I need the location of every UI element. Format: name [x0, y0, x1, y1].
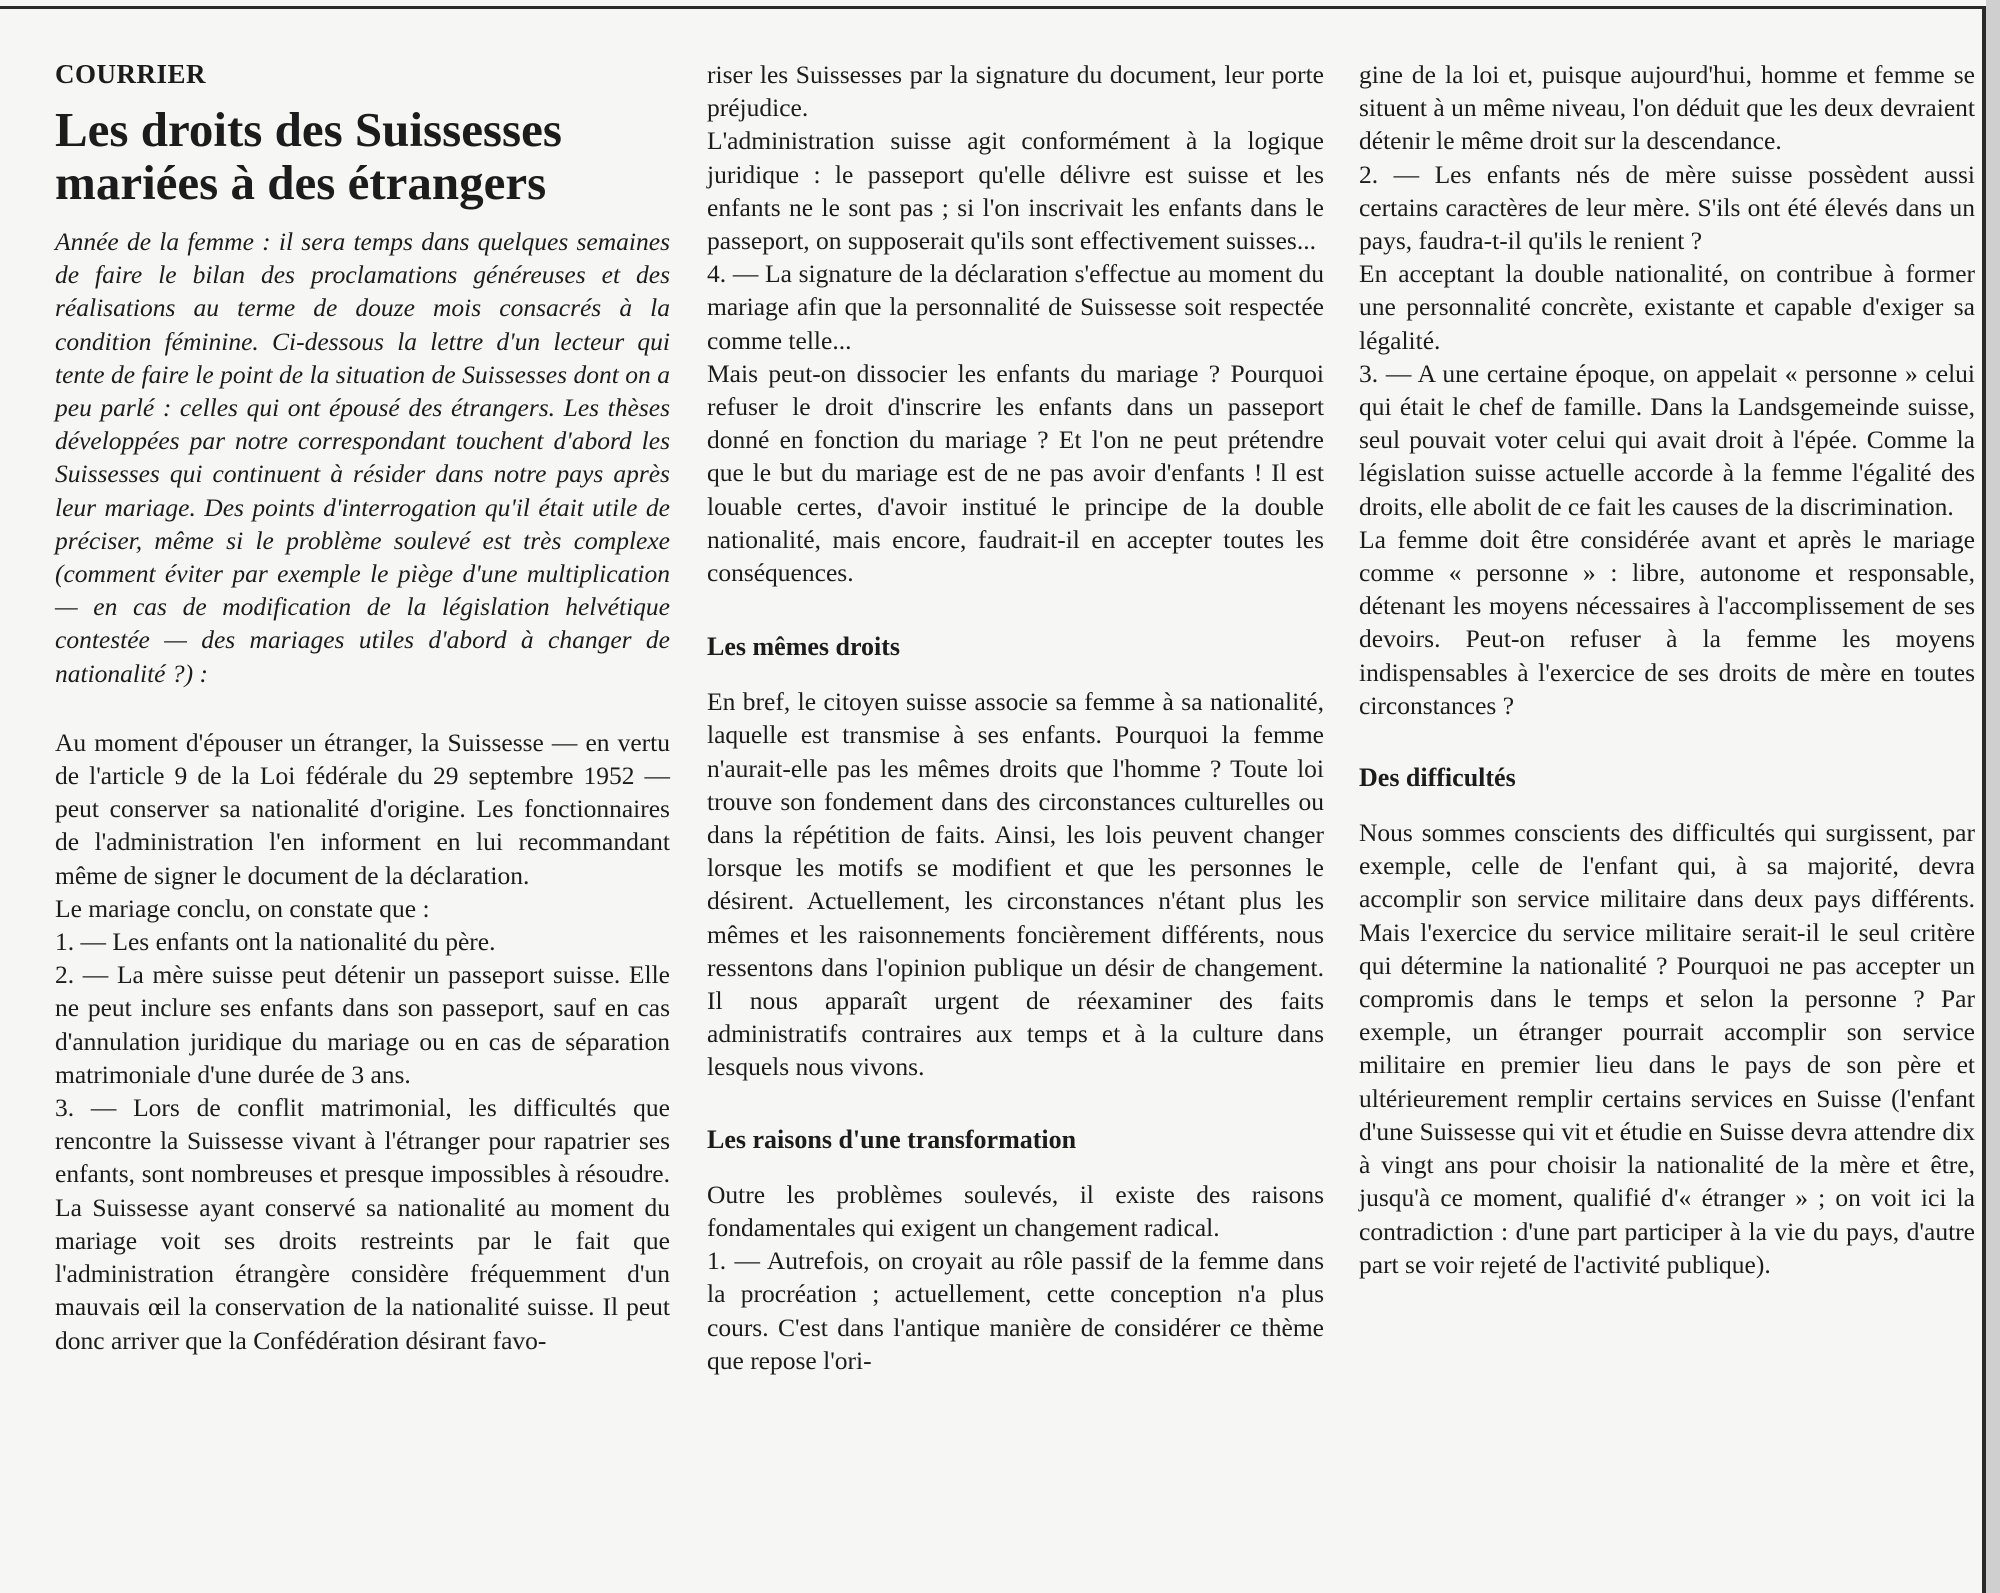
- lead-paragraph: Année de la femme : il sera temps dans quelques semaines de faire le bilan des proclamations généreuses et des réalisations au terme de douze mois consacrés à la condition féminine. Ci-dessous la lettre d'un lecteur qui tente de faire le point de la situation de Suissesses dont on a peu parlé : celles qui ont épousé des étrangers. Les thèses développées par notre correspondant touchent d'abord les Suissesses qui continuent à résider dans notre pays après leur mariage. Des points d'interrogation qu'il était utile de préciser, même si le problème soulevé est très complexe (comment éviter par exemple le piège d'une multiplication — en cas de modification de la législation helvétique contestée — des mariages utiles d'abord à changer de nationalité ?) :: [55, 227, 670, 688]
- point-3: 3. — Lors de conflit matrimonial, les difficultés que rencontre la Suissesse vivant à l'étranger pour rapatrier ses enfants, sont nombreuses et presque impossibles à résoudre. La Suissesse ayant conservé sa nationalité au moment du mariage voit ses droits restreints par le fait que l'administration étrangère considère fréquemment d'un mauvais œil la conservation de la nationalité suisse. Il peut donc arriver que la Confédération désirant favo-: [55, 1093, 670, 1355]
- raison-2: 2. — Les enfants nés de mère suisse possèdent aussi certains caractères de leur mère. S'ils ont été élevés dans un pays, faudra-t-il qu'ils le renient ?: [1359, 159, 1975, 256]
- point-1: 1. — Les enfants ont la nationalité du père.: [55, 927, 496, 957]
- double-nationalite-paragraph: En acceptant la double nationalité, on contribue à former une personnalité concrète, existante et capable d'exiger sa légalité.: [1359, 259, 1975, 355]
- subhead-raisons: Les raisons d'une transformation: [707, 1124, 1077, 1154]
- column-2: [707, 58, 1324, 1377]
- point-4: 4. — La signature de la déclaration s'effectue au moment du mariage afin que la personnalité de Suissesse soit respectée comme telle...: [707, 259, 1324, 355]
- raison-1: 1. — Autrefois, on croyait au rôle passif de la femme dans la procréation ; actuellement, cette conception n'a plus cours. C'est dans l'antique manière de considérer ce thème que repose l'ori-: [707, 1246, 1324, 1375]
- right-rule: [1982, 6, 1986, 1593]
- subhead-memes-droits: Les mêmes droits: [707, 632, 901, 662]
- column-1: [55, 58, 670, 1357]
- point-2: 2. — La mère suisse peut détenir un passeport suisse. Elle ne peut inclure ses enfants dans son passeport, sauf en cas d'annulation juridique du mariage ou en cas de séparation matrimoniale d'une durée de 3 ans.: [55, 960, 670, 1089]
- section-kicker: COURRIER: [55, 59, 207, 89]
- title-line-2: mariées à des étrangers: [55, 155, 547, 210]
- raisons-intro: Outre les problèmes soulevés, il existe des raisons fondamentales qui exigent un changement radical.: [707, 1179, 1324, 1242]
- point-3-continued: riser les Suissesses par la signature du document, leur porte préjudice.: [707, 60, 1324, 123]
- difficultes-paragraph: Nous sommes conscients des difficultés qui surgissent, par exemple, celle de l'enfant qui, à sa majorité, devra accomplir son service militaire dans deux pays différents. Mais l'exercice du service militaire serait-il le seul critère qui détermine la nationalité ? Pourquoi ne pas accepter un compromis dans le temps et selon la personne ? Par exemple, un étranger pourrait accomplir son service militaire en premier lieu dans le pays de son père et ultérieurement remplir certains services en Suisse (l'enfant d'une Suissesse qui vit et étudie en Suisse devra attendre dix à vingt ans pour choisir la nationalité de la mère et être, jusqu'à ce moment, qualifié d'« étranger » ; on voit ici la contradiction : d'une part participer à la vie du pays, d'autre part se voir rejeté de l'activité publique).: [1359, 818, 1975, 1279]
- title-line-1: Les droits des Suissesses: [55, 102, 562, 157]
- column-3: [1359, 58, 1975, 1281]
- memes-droits-paragraph: En bref, le citoyen suisse associe sa femme à sa nationalité, laquelle est transmise à ses enfants. Pourquoi la femme n'aurait-elle pas les mêmes droits que l'homme ? Toute loi trouve son fondement dans des circonstances culturelles ou dans la répétition de faits. Ainsi, les lois peuvent changer lorsque les motifs se modifient et que les personnes le désirent. Actuellement, les circonstances n'étant plus les mêmes et les raisonnements foncièrement différents, nous ressentons dans l'opinion publique un désir de changement. Il nous apparaît urgent de réexaminer des faits administratifs contraires aux temps et à la culture dans lesquels nous vivons.: [707, 687, 1324, 1082]
- mais-paragraph: Mais peut-on dissocier les enfants du mariage ? Pourquoi refuser le droit d'inscrire les enfants dans un passeport donné en fonction du mariage ? Et l'on ne peut prétendre que le but du mariage est de ne pas avoir d'enfants ! Il est louable certes, d'avoir institué le principe de la double nationalité, mais encore, faudrait-il en accepter toutes les conséquences.: [707, 358, 1324, 588]
- page-edge: [1986, 0, 2000, 1593]
- mariage-conclu-paragraph: Le mariage conclu, on constate que :: [55, 893, 430, 923]
- admin-paragraph: L'administration suisse agit conformément à la logique juridique : le passeport qu'elle délivre est suisse et les enfants ne le sont pas ; si l'on inscrivait les enfants dans le passeport, on supposerait qu'ils sont effectivement suisses...: [707, 126, 1324, 256]
- raison-3: 3. — A une certaine époque, on appelait « personne » celui qui était le chef de famille. Dans la Landsgemeinde suisse, seul pouvait voter celui qui avait droit à l'épée. Comme la législation suisse actuelle accorde à la femme l'égalité des droits, elle abolit de ce fait les causes de la discrimination.: [1359, 358, 1975, 521]
- article-title: [55, 103, 670, 209]
- femme-paragraph: La femme doit être considérée avant et après le mariage comme « personne » : libre, autonome et responsable, détenant les moyens nécessaires à l'accomplissement de ses devoirs. Peut-on refuser à la femme les moyens indispensables à l'exercice de ses droits de mère en toutes circonstances ?: [1359, 524, 1975, 720]
- intro-paragraph: Au moment d'épouser un étranger, la Suissesse — en vertu de l'article 9 de la Loi fédérale du 29 septembre 1952 — peut conserver sa nationalité d'origine. Les fonctionnaires de l'administration l'en informent en lui recommandant même de signer le document de la déclaration.: [55, 727, 670, 890]
- subhead-difficultes: Des difficultés: [1359, 763, 1516, 793]
- raison-1-continued: gine de la loi et, puisque aujourd'hui, homme et femme se situent à un même niveau, l'on déduit que les deux devraient détenir le même droit sur la descendance.: [1359, 60, 1975, 156]
- top-rule: [0, 6, 1982, 9]
